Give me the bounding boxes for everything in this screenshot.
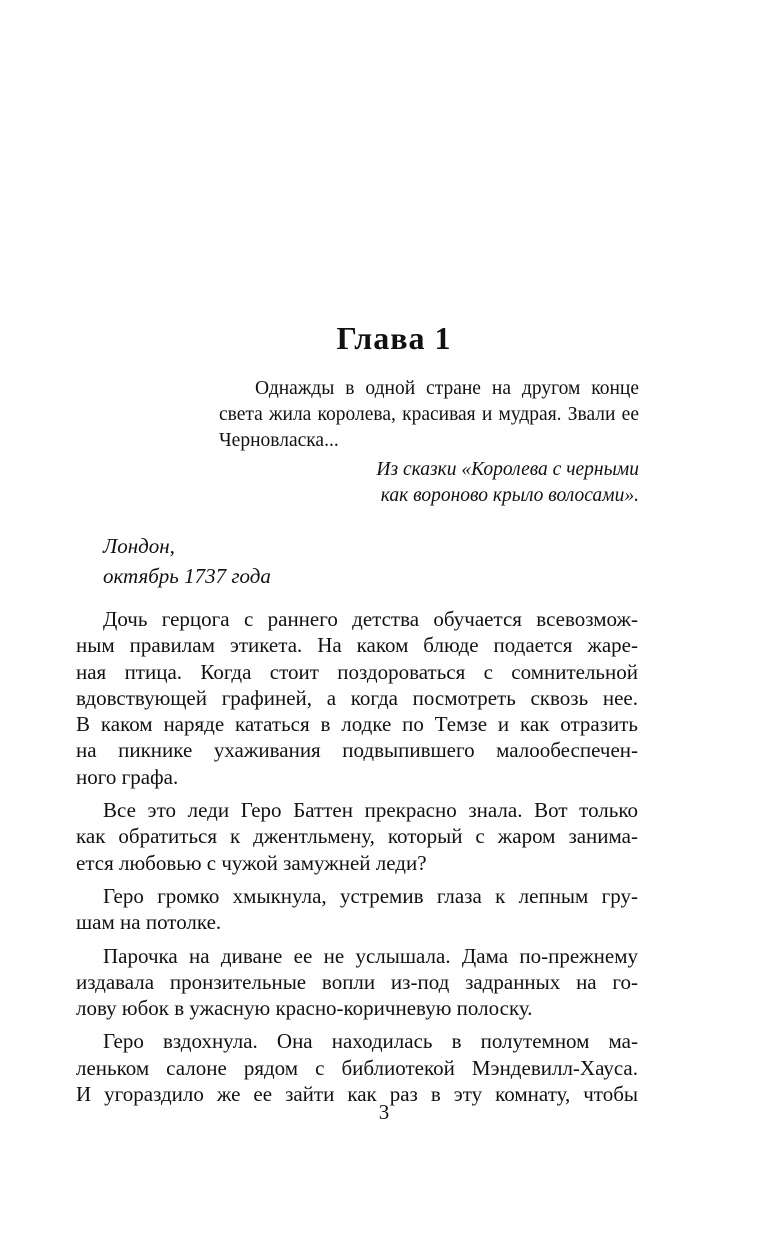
epigraph-source-line: как вороново крыло волосами». (380, 485, 639, 506)
text-line: Дочь герцога с раннего детства обучается всевозмож- (103, 607, 638, 631)
paragraph (76, 883, 638, 936)
text-line: ным правилам этикета. На каком блюде подается жаре- (76, 633, 638, 658)
paragraph (76, 606, 638, 790)
text-line: ная птица. Когда стоит поздороваться с сомнительной (76, 659, 638, 684)
epigraph-source-line: Из сказки «Королева с черными (376, 459, 639, 480)
paragraph (76, 943, 638, 1022)
text-line: на пикнике ухаживания подвыпившего малообеспечен- (76, 738, 638, 763)
paragraph (76, 1028, 638, 1107)
text-line: Геро вздохнула. Она находилась в полутемном ма- (103, 1029, 638, 1054)
epigraph-text: Однажды в одной стране на другом конце света жила королева, красивая и мудрая. Звали ее Черновласка... (219, 378, 639, 451)
date-line: октябрь 1737 года (103, 564, 271, 588)
body-text (76, 606, 638, 1114)
place-date (103, 531, 271, 591)
text-line: леньком салоне рядом с библиотекой Мэндевилл-Хауса. (76, 1055, 638, 1080)
paragraph (76, 797, 638, 876)
text-line: И угораздило же ее зайти как раз в эту комнату, чтобы (76, 1082, 638, 1107)
text-line: ется любовью с чужой замужней леди? (76, 850, 427, 875)
page-number: 3 (378, 1100, 390, 1124)
text-line: издавала пронзительные вопли из-под задранных на го- (76, 969, 638, 994)
text-line: Геро громко хмыкнула, устремив глаза к лепным гру- (103, 883, 638, 908)
chapter-title: Глава 1 (336, 320, 452, 356)
text-line: Все это леди Геро Баттен прекрасно знала. Вот только (103, 798, 638, 823)
epigraph (219, 376, 639, 509)
text-line: В каком наряде кататься в лодке по Темзе и как отразить (76, 712, 638, 737)
text-line: лову юбок в ужасную красно-коричневую полоску. (76, 996, 533, 1021)
place-line: Лондон, (103, 534, 175, 558)
text-line: шам на потолке. (76, 910, 222, 935)
epigraph-source (219, 457, 639, 509)
text-line: ного графа. (76, 764, 179, 789)
text-line: Парочка на диване ее не услышала. Дама по-прежнему (103, 943, 638, 968)
text-line: как обратиться к джентльмену, который с жаром занима- (76, 824, 638, 849)
text-line: вдовствующей графиней, а когда посмотреть сквозь нее. (76, 685, 638, 710)
